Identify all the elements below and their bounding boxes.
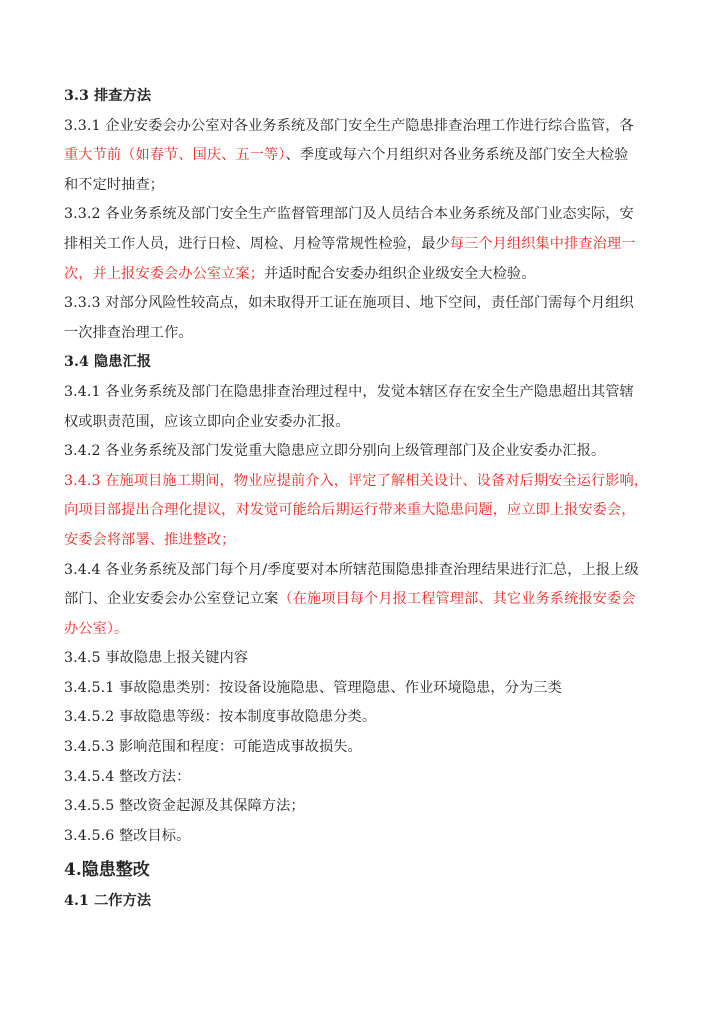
para-3-4-4-line-2	[64, 585, 676, 615]
highlight-holidays: 重大节前（如春节、国庆、五一等）	[64, 147, 286, 164]
para-text: 并适时配合安委办组织企业级安全大检验。	[264, 265, 536, 282]
para-3-3-2-line-1: 3.3.2 各业务系统及部门安全生产监督管理部门及人员结合本业务系统及部门业态实际，安	[64, 206, 634, 223]
para-3-4-3-line-3: 安委会将部署、推进整改；	[64, 531, 236, 548]
para-3-4-1-line-2: 权或职责范围，应该立即向企业安委办汇报。	[64, 413, 350, 430]
section-4-heading: 4.隐患整改	[64, 860, 150, 881]
para-3-4-4-line-1: 3.4.4 各业务系统及部门每个月/季度要对本所辖范围隐患排查治理结果进行汇总，上报上级	[64, 561, 639, 578]
para-3-4-5-3: 3.4.5.3 影响范围和程度：可能造成事故损失。	[64, 739, 362, 756]
highlight-report: 次，并上报安委会办公室立案；	[64, 265, 265, 282]
para-text: 部门、企业安委会办公室登记立案	[64, 591, 279, 608]
para-3-3-3-line-1: 3.3.3 对部分风险性较高点，如未取得开工证在施项目、地下空间，责任部门需每个月组织	[64, 295, 634, 312]
highlight-quarterly: 每三个月组织集中排查治理一	[449, 235, 636, 252]
para-3-4-5-1: 3.4.5.1 事故隐患类别：按设备设施隐患、管理隐患、作业环境隐患，分为三类	[64, 679, 562, 696]
para-3-3-2-line-3	[64, 260, 676, 290]
para-3-4-2: 3.4.2 各业务系统及部门发觉重大隐患应立即分别向上级管理部门及企业安委办汇报。	[64, 443, 606, 460]
section-4-1-heading: 4.1 二作方法	[64, 893, 152, 910]
para-text: 、季度或每六个月组织对各业务系统及部门安全大检验	[285, 147, 629, 164]
para-3-4-3-line-2: 向项目部提出合理化提议，对发觉可能给后期运行带来重大隐患问题，应立即上报安委会，	[64, 502, 636, 519]
para-3-4-5-5: 3.4.5.5 整改资金起源及其保障方法；	[64, 798, 305, 815]
section-3-4-heading: 3.4 隐患汇报	[64, 354, 152, 371]
para-text: 排相关工作人员，进行日检、周检、月检等常规性检验，最少	[64, 235, 450, 252]
para-3-4-3-line-1: 3.4.3 在施项目施工期间，物业应提前介入，评定了解相关设计、设备对后期安全运行影响，	[64, 472, 649, 489]
para-3-4-4-line-3: 办公室）。	[64, 620, 129, 637]
para-3-4-1-line-1: 3.4.1 各业务系统及部门在隐患排查治理过程中，发觉本辖区存在安全生产隐患超出其管辖	[64, 383, 634, 400]
para-3-4-5-6: 3.4.5.6 整改目标。	[64, 827, 191, 844]
para-3-3-1-line-3: 和不定时抽查；	[64, 176, 165, 193]
para-3-3-3-line-2: 一次排查治理工作。	[64, 324, 193, 341]
para-3-4-5-4: 3.4.5.4 整改方法：	[64, 768, 191, 785]
section-3-3-heading: 3.3 排查方法	[64, 88, 152, 104]
para-3-4-5: 3.4.5 事故隐患上报关键内容	[64, 650, 249, 667]
highlight-monthly-report: （在施项目每个月报工程管理部、其它业务系统报安委会	[278, 591, 636, 608]
para-3-3-1-line-2	[64, 141, 676, 171]
para-3-3-1-line-1: 3.3.1 企业安委会办公室对各业务系统及部门安全生产隐患排查治理工作进行综合监管，各	[64, 117, 634, 134]
para-3-4-5-2: 3.4.5.2 事故隐患等级：按本制度事故隐患分类。	[64, 709, 377, 726]
para-3-3-2-line-2	[64, 230, 676, 260]
